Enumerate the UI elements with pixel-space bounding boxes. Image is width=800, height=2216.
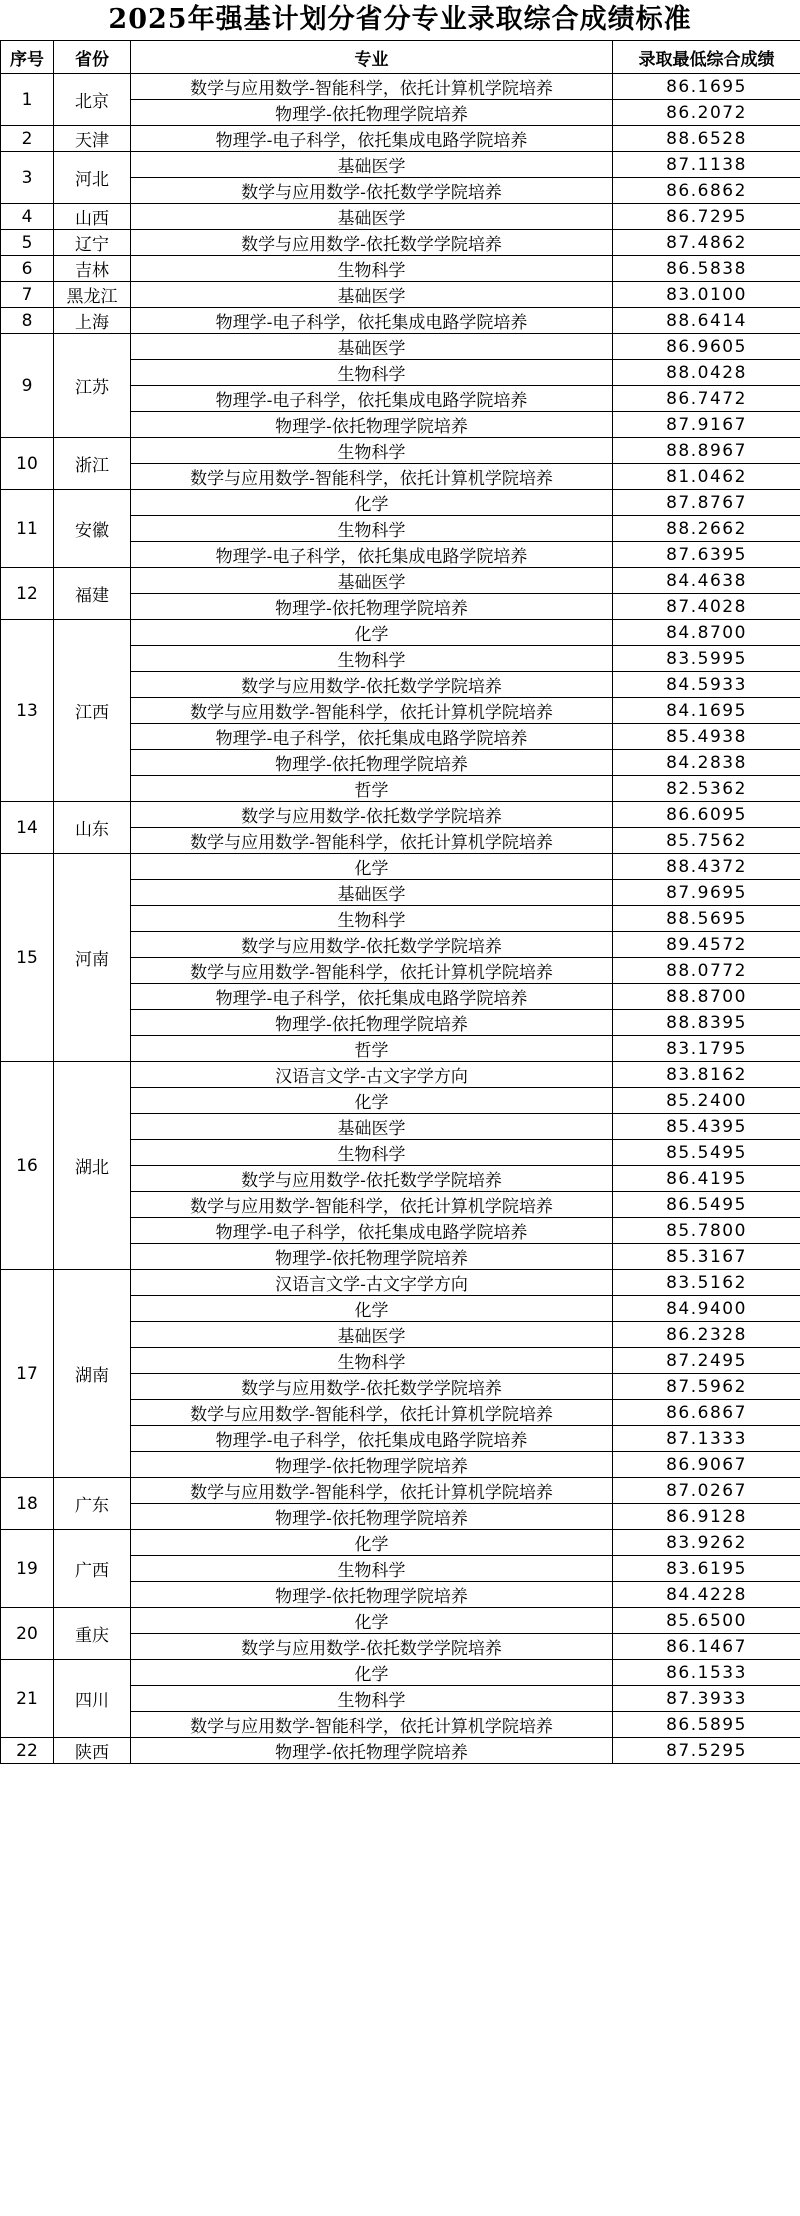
major-cell: 基础医学	[131, 334, 613, 360]
table-row	[1, 256, 800, 282]
seq-cell: 13	[1, 620, 54, 802]
province-cell: 天津	[54, 126, 131, 152]
score-cell: 84.4228	[613, 1582, 800, 1608]
table-header-row	[1, 41, 800, 74]
score-cell: 87.9695	[613, 880, 800, 906]
table-row	[1, 1530, 800, 1556]
score-cell: 86.7472	[613, 386, 800, 412]
score-cell: 86.6867	[613, 1400, 800, 1426]
major-cell: 物理学-电子科学，依托集成电路学院培养	[131, 1218, 613, 1244]
score-cell: 86.2072	[613, 100, 800, 126]
major-cell: 基础医学	[131, 1114, 613, 1140]
major-cell: 物理学-依托物理学院培养	[131, 750, 613, 776]
major-cell: 生物科学	[131, 256, 613, 282]
seq-cell: 10	[1, 438, 54, 490]
major-cell: 数学与应用数学-智能科学，依托计算机学院培养	[131, 74, 613, 100]
score-cell: 88.2662	[613, 516, 800, 542]
score-cell: 87.0267	[613, 1478, 800, 1504]
seq-cell: 20	[1, 1608, 54, 1660]
table-row	[1, 204, 800, 230]
score-cell: 85.7800	[613, 1218, 800, 1244]
major-cell: 化学	[131, 1530, 613, 1556]
major-cell: 化学	[131, 854, 613, 880]
major-cell: 数学与应用数学-智能科学，依托计算机学院培养	[131, 958, 613, 984]
major-cell: 化学	[131, 1660, 613, 1686]
province-cell: 黑龙江	[54, 282, 131, 308]
major-cell: 物理学-电子科学，依托集成电路学院培养	[131, 308, 613, 334]
major-cell: 数学与应用数学-智能科学，依托计算机学院培养	[131, 1478, 613, 1504]
major-cell: 生物科学	[131, 1348, 613, 1374]
seq-cell: 12	[1, 568, 54, 620]
major-cell: 基础医学	[131, 880, 613, 906]
major-cell: 汉语言文学-古文字学方向	[131, 1270, 613, 1296]
score-cell: 88.8700	[613, 984, 800, 1010]
score-cell: 85.7562	[613, 828, 800, 854]
province-cell: 广东	[54, 1478, 131, 1530]
score-cell: 85.4395	[613, 1114, 800, 1140]
score-cell: 85.5495	[613, 1140, 800, 1166]
score-cell: 86.9128	[613, 1504, 800, 1530]
major-cell: 物理学-依托物理学院培养	[131, 1504, 613, 1530]
score-cell: 87.1333	[613, 1426, 800, 1452]
major-cell: 物理学-电子科学，依托集成电路学院培养	[131, 724, 613, 750]
header-province: 省份	[54, 41, 131, 74]
seq-cell: 1	[1, 74, 54, 126]
major-cell: 生物科学	[131, 906, 613, 932]
header-seq: 序号	[1, 41, 54, 74]
score-cell: 85.6500	[613, 1608, 800, 1634]
major-cell: 数学与应用数学-依托数学学院培养	[131, 1374, 613, 1400]
table-row	[1, 568, 800, 594]
province-cell: 江西	[54, 620, 131, 802]
score-cell: 86.5895	[613, 1712, 800, 1738]
table-row	[1, 490, 800, 516]
major-cell: 物理学-依托物理学院培养	[131, 100, 613, 126]
province-cell: 河北	[54, 152, 131, 204]
major-cell: 物理学-电子科学，依托集成电路学院培养	[131, 126, 613, 152]
score-cell: 83.1795	[613, 1036, 800, 1062]
score-cell: 87.5962	[613, 1374, 800, 1400]
table-row	[1, 802, 800, 828]
seq-cell: 21	[1, 1660, 54, 1738]
major-cell: 物理学-电子科学，依托集成电路学院培养	[131, 386, 613, 412]
major-cell: 物理学-依托物理学院培养	[131, 412, 613, 438]
score-cell: 86.1533	[613, 1660, 800, 1686]
score-cell: 83.0100	[613, 282, 800, 308]
major-cell: 数学与应用数学-智能科学，依托计算机学院培养	[131, 828, 613, 854]
score-cell: 84.5933	[613, 672, 800, 698]
major-cell: 数学与应用数学-依托数学学院培养	[131, 932, 613, 958]
major-cell: 物理学-依托物理学院培养	[131, 1582, 613, 1608]
score-cell: 87.4028	[613, 594, 800, 620]
major-cell: 物理学-电子科学，依托集成电路学院培养	[131, 1426, 613, 1452]
score-cell: 83.9262	[613, 1530, 800, 1556]
score-cell: 88.4372	[613, 854, 800, 880]
major-cell: 生物科学	[131, 360, 613, 386]
score-cell: 87.9167	[613, 412, 800, 438]
seq-cell: 22	[1, 1738, 54, 1764]
seq-cell: 2	[1, 126, 54, 152]
major-cell: 数学与应用数学-智能科学，依托计算机学院培养	[131, 1192, 613, 1218]
major-cell: 物理学-依托物理学院培养	[131, 594, 613, 620]
seq-cell: 4	[1, 204, 54, 230]
seq-cell: 14	[1, 802, 54, 854]
score-cell: 81.0462	[613, 464, 800, 490]
table-row	[1, 1270, 800, 1296]
major-cell: 生物科学	[131, 516, 613, 542]
table-row	[1, 74, 800, 100]
header-score: 录取最低综合成绩	[613, 41, 800, 74]
major-cell: 化学	[131, 1088, 613, 1114]
major-cell: 物理学-依托物理学院培养	[131, 1010, 613, 1036]
seq-cell: 7	[1, 282, 54, 308]
major-cell: 生物科学	[131, 1556, 613, 1582]
score-cell: 86.5838	[613, 256, 800, 282]
major-cell: 基础医学	[131, 1322, 613, 1348]
province-cell: 江苏	[54, 334, 131, 438]
province-cell: 辽宁	[54, 230, 131, 256]
table-body	[1, 74, 800, 1764]
major-cell: 数学与应用数学-依托数学学院培养	[131, 672, 613, 698]
score-cell: 88.8967	[613, 438, 800, 464]
score-cell: 87.8767	[613, 490, 800, 516]
score-cell: 85.2400	[613, 1088, 800, 1114]
province-cell: 浙江	[54, 438, 131, 490]
province-cell: 四川	[54, 1660, 131, 1738]
major-cell: 化学	[131, 490, 613, 516]
seq-cell: 5	[1, 230, 54, 256]
major-cell: 数学与应用数学-智能科学，依托计算机学院培养	[131, 1400, 613, 1426]
major-cell: 汉语言文学-古文字学方向	[131, 1062, 613, 1088]
province-cell: 重庆	[54, 1608, 131, 1660]
province-cell: 河南	[54, 854, 131, 1062]
seq-cell: 18	[1, 1478, 54, 1530]
major-cell: 基础医学	[131, 568, 613, 594]
score-cell: 83.8162	[613, 1062, 800, 1088]
score-cell: 88.0428	[613, 360, 800, 386]
score-cell: 88.6414	[613, 308, 800, 334]
table-row	[1, 620, 800, 646]
seq-cell: 19	[1, 1530, 54, 1608]
table-row	[1, 282, 800, 308]
seq-cell: 3	[1, 152, 54, 204]
score-cell: 86.6862	[613, 178, 800, 204]
seq-cell: 8	[1, 308, 54, 334]
score-cell: 86.9067	[613, 1452, 800, 1478]
table-row	[1, 1738, 800, 1764]
major-cell: 基础医学	[131, 282, 613, 308]
score-cell: 86.9605	[613, 334, 800, 360]
province-cell: 山东	[54, 802, 131, 854]
province-cell: 吉林	[54, 256, 131, 282]
score-cell: 86.5495	[613, 1192, 800, 1218]
score-cell: 84.2838	[613, 750, 800, 776]
score-cell: 83.5995	[613, 646, 800, 672]
seq-cell: 6	[1, 256, 54, 282]
province-cell: 安徽	[54, 490, 131, 568]
score-cell: 88.6528	[613, 126, 800, 152]
province-cell: 山西	[54, 204, 131, 230]
score-cell: 84.4638	[613, 568, 800, 594]
major-cell: 生物科学	[131, 1140, 613, 1166]
major-cell: 数学与应用数学-依托数学学院培养	[131, 802, 613, 828]
score-cell: 86.1695	[613, 74, 800, 100]
major-cell: 数学与应用数学-智能科学，依托计算机学院培养	[131, 1712, 613, 1738]
score-cell: 88.0772	[613, 958, 800, 984]
score-cell: 86.4195	[613, 1166, 800, 1192]
score-cell: 86.6095	[613, 802, 800, 828]
score-cell: 89.4572	[613, 932, 800, 958]
major-cell: 化学	[131, 620, 613, 646]
score-cell: 87.5295	[613, 1738, 800, 1764]
province-cell: 陕西	[54, 1738, 131, 1764]
score-cell: 83.5162	[613, 1270, 800, 1296]
score-cell: 84.8700	[613, 620, 800, 646]
major-cell: 物理学-依托物理学院培养	[131, 1244, 613, 1270]
major-cell: 数学与应用数学-依托数学学院培养	[131, 178, 613, 204]
seq-cell: 16	[1, 1062, 54, 1270]
major-cell: 物理学-电子科学，依托集成电路学院培养	[131, 542, 613, 568]
table-row	[1, 126, 800, 152]
province-cell: 福建	[54, 568, 131, 620]
province-cell: 上海	[54, 308, 131, 334]
score-cell: 88.5695	[613, 906, 800, 932]
major-cell: 数学与应用数学-依托数学学院培养	[131, 1166, 613, 1192]
seq-cell: 17	[1, 1270, 54, 1478]
table-row	[1, 1062, 800, 1088]
table-row	[1, 308, 800, 334]
major-cell: 生物科学	[131, 646, 613, 672]
score-cell: 82.5362	[613, 776, 800, 802]
major-cell: 基础医学	[131, 204, 613, 230]
score-cell: 87.2495	[613, 1348, 800, 1374]
table-row	[1, 1660, 800, 1686]
major-cell: 生物科学	[131, 1686, 613, 1712]
province-cell: 湖南	[54, 1270, 131, 1478]
major-cell: 数学与应用数学-依托数学学院培养	[131, 230, 613, 256]
major-cell: 化学	[131, 1296, 613, 1322]
score-cell: 85.4938	[613, 724, 800, 750]
table-row	[1, 1478, 800, 1504]
score-cell: 86.7295	[613, 204, 800, 230]
score-cell: 87.6395	[613, 542, 800, 568]
major-cell: 哲学	[131, 776, 613, 802]
major-cell: 基础医学	[131, 152, 613, 178]
table-row	[1, 230, 800, 256]
score-cell: 86.1467	[613, 1634, 800, 1660]
seq-cell: 15	[1, 854, 54, 1062]
score-cell: 87.4862	[613, 230, 800, 256]
major-cell: 物理学-依托物理学院培养	[131, 1738, 613, 1764]
admission-score-table	[0, 40, 800, 1764]
score-cell: 87.1138	[613, 152, 800, 178]
province-cell: 北京	[54, 74, 131, 126]
province-cell: 广西	[54, 1530, 131, 1608]
score-cell: 86.2328	[613, 1322, 800, 1348]
major-cell: 数学与应用数学-依托数学学院培养	[131, 1634, 613, 1660]
score-cell: 84.1695	[613, 698, 800, 724]
score-cell: 88.8395	[613, 1010, 800, 1036]
table-row	[1, 854, 800, 880]
major-cell: 物理学-电子科学，依托集成电路学院培养	[131, 984, 613, 1010]
table-row	[1, 438, 800, 464]
major-cell: 生物科学	[131, 438, 613, 464]
major-cell: 化学	[131, 1608, 613, 1634]
table-row	[1, 334, 800, 360]
major-cell: 数学与应用数学-智能科学，依托计算机学院培养	[131, 698, 613, 724]
score-cell: 85.3167	[613, 1244, 800, 1270]
page-title: 2025年强基计划分省分专业录取综合成绩标准	[108, 4, 692, 35]
seq-cell: 9	[1, 334, 54, 438]
header-major: 专业	[131, 41, 613, 74]
province-cell: 湖北	[54, 1062, 131, 1270]
seq-cell: 11	[1, 490, 54, 568]
table-row	[1, 1608, 800, 1634]
score-cell: 87.3933	[613, 1686, 800, 1712]
score-cell: 83.6195	[613, 1556, 800, 1582]
major-cell: 物理学-依托物理学院培养	[131, 1452, 613, 1478]
table-row	[1, 152, 800, 178]
score-cell: 84.9400	[613, 1296, 800, 1322]
major-cell: 数学与应用数学-智能科学，依托计算机学院培养	[131, 464, 613, 490]
major-cell: 哲学	[131, 1036, 613, 1062]
